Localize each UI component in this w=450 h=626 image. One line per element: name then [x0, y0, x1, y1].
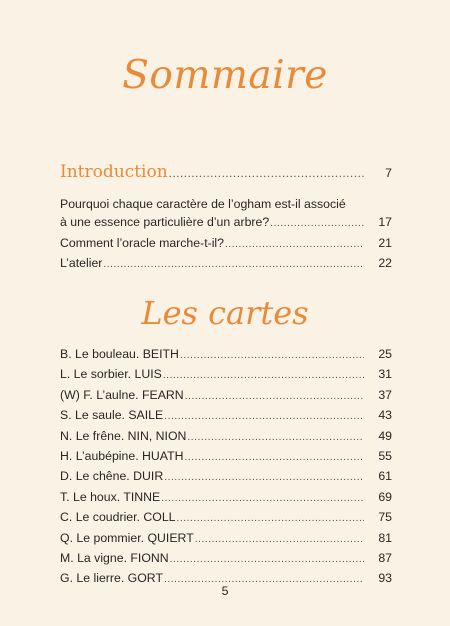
toc-entry[interactable]: [60, 488, 392, 508]
dot-leader: [103, 256, 364, 274]
toc-page-number: 61: [378, 469, 392, 484]
dot-leader: [161, 490, 364, 508]
toc-introduction-section: [60, 160, 392, 275]
page-title: Sommaire: [122, 53, 328, 98]
dot-leader: [163, 367, 364, 385]
toc-entry[interactable]: [60, 427, 392, 447]
toc-entry-label: S. Le saule. SAILE: [60, 408, 164, 423]
toc-entry-label: N. Le frêne. NIN, NION: [60, 428, 187, 443]
toc-entry[interactable]: [60, 254, 392, 274]
section-title-cards: Les cartes: [141, 294, 309, 332]
toc-entry[interactable]: [60, 234, 392, 254]
toc-entry-label-line1: Pourquoi chaque caractère de l’ogham est-il associé: [60, 197, 346, 211]
dot-leader: [225, 236, 364, 254]
toc-entry[interactable]: [60, 365, 392, 385]
toc-entry[interactable]: [60, 549, 392, 569]
toc-entry-label: Q. Le pommier. QUIERT: [60, 530, 194, 545]
toc-entry-label: C. Le coudrier. COLL: [60, 510, 176, 525]
toc-entry-label: à une essence particulière d’un arbre?: [60, 215, 270, 230]
dot-leader: [177, 510, 364, 528]
toc-entry-label: M. La vigne. FIONN: [60, 551, 169, 566]
toc-page-number: 17: [378, 215, 392, 230]
toc-entry[interactable]: [60, 529, 392, 549]
toc-entry-label: (W) F. L’aulne. FEARN: [60, 387, 184, 402]
dot-leader: [185, 388, 364, 406]
toc-page-number: 93: [378, 571, 392, 586]
toc-entry[interactable]: [60, 406, 392, 426]
toc-entry[interactable]: [60, 508, 392, 528]
toc-entry-label: T. Le houx. TINNE: [60, 489, 161, 504]
toc-page-number: 31: [378, 367, 392, 382]
toc-page-number: 49: [378, 428, 392, 443]
dot-leader: [170, 551, 364, 569]
toc-entry[interactable]: [60, 386, 392, 406]
dot-leader: [169, 163, 364, 187]
toc-entry-line: [60, 195, 392, 213]
toc-page-number: 87: [378, 551, 392, 566]
toc-entry-label: G. Le lierre. GORT: [60, 571, 163, 586]
toc-page-number: 22: [378, 256, 392, 271]
toc-entry-label: D. Le chêne. DUIR: [60, 469, 164, 484]
toc-heading-introduction[interactable]: [60, 160, 392, 187]
toc-entry-label: H. L’aubépine. HUATH: [60, 449, 184, 464]
toc-heading-label: Introduction: [60, 162, 168, 182]
dot-leader: [195, 531, 364, 549]
toc-page-number: 37: [378, 387, 392, 402]
dot-leader: [180, 347, 364, 365]
toc-page-number: 69: [378, 489, 392, 504]
toc-page-number: 75: [378, 510, 392, 525]
toc-entry-label: Comment l’oracle marche-t-il?: [60, 235, 225, 250]
toc-entry-label: L. Le sorbier. LUIS: [60, 367, 162, 382]
toc-entry[interactable]: [60, 345, 392, 365]
toc-cards-section: [60, 345, 392, 590]
dot-leader: [164, 469, 364, 487]
toc-entry[interactable]: [60, 467, 392, 487]
dot-leader: [187, 429, 364, 447]
toc-page-number: 7: [385, 166, 392, 180]
toc-page-number: 25: [378, 347, 392, 361]
dot-leader: [164, 408, 364, 426]
page-number-footer: 5: [221, 584, 229, 598]
toc-entry-label: B. Le bouleau. BEITH: [60, 347, 179, 361]
toc-page-number: 21: [378, 235, 392, 250]
toc-page-number: 81: [378, 530, 392, 545]
toc-entry[interactable]: [60, 447, 392, 467]
dot-leader: [185, 449, 365, 467]
dot-leader: [270, 215, 364, 233]
toc-entry[interactable]: [60, 213, 392, 233]
toc-entry-label: L’atelier: [60, 256, 103, 271]
toc-page-number: 43: [378, 408, 392, 423]
toc-page-number: 55: [378, 449, 392, 464]
